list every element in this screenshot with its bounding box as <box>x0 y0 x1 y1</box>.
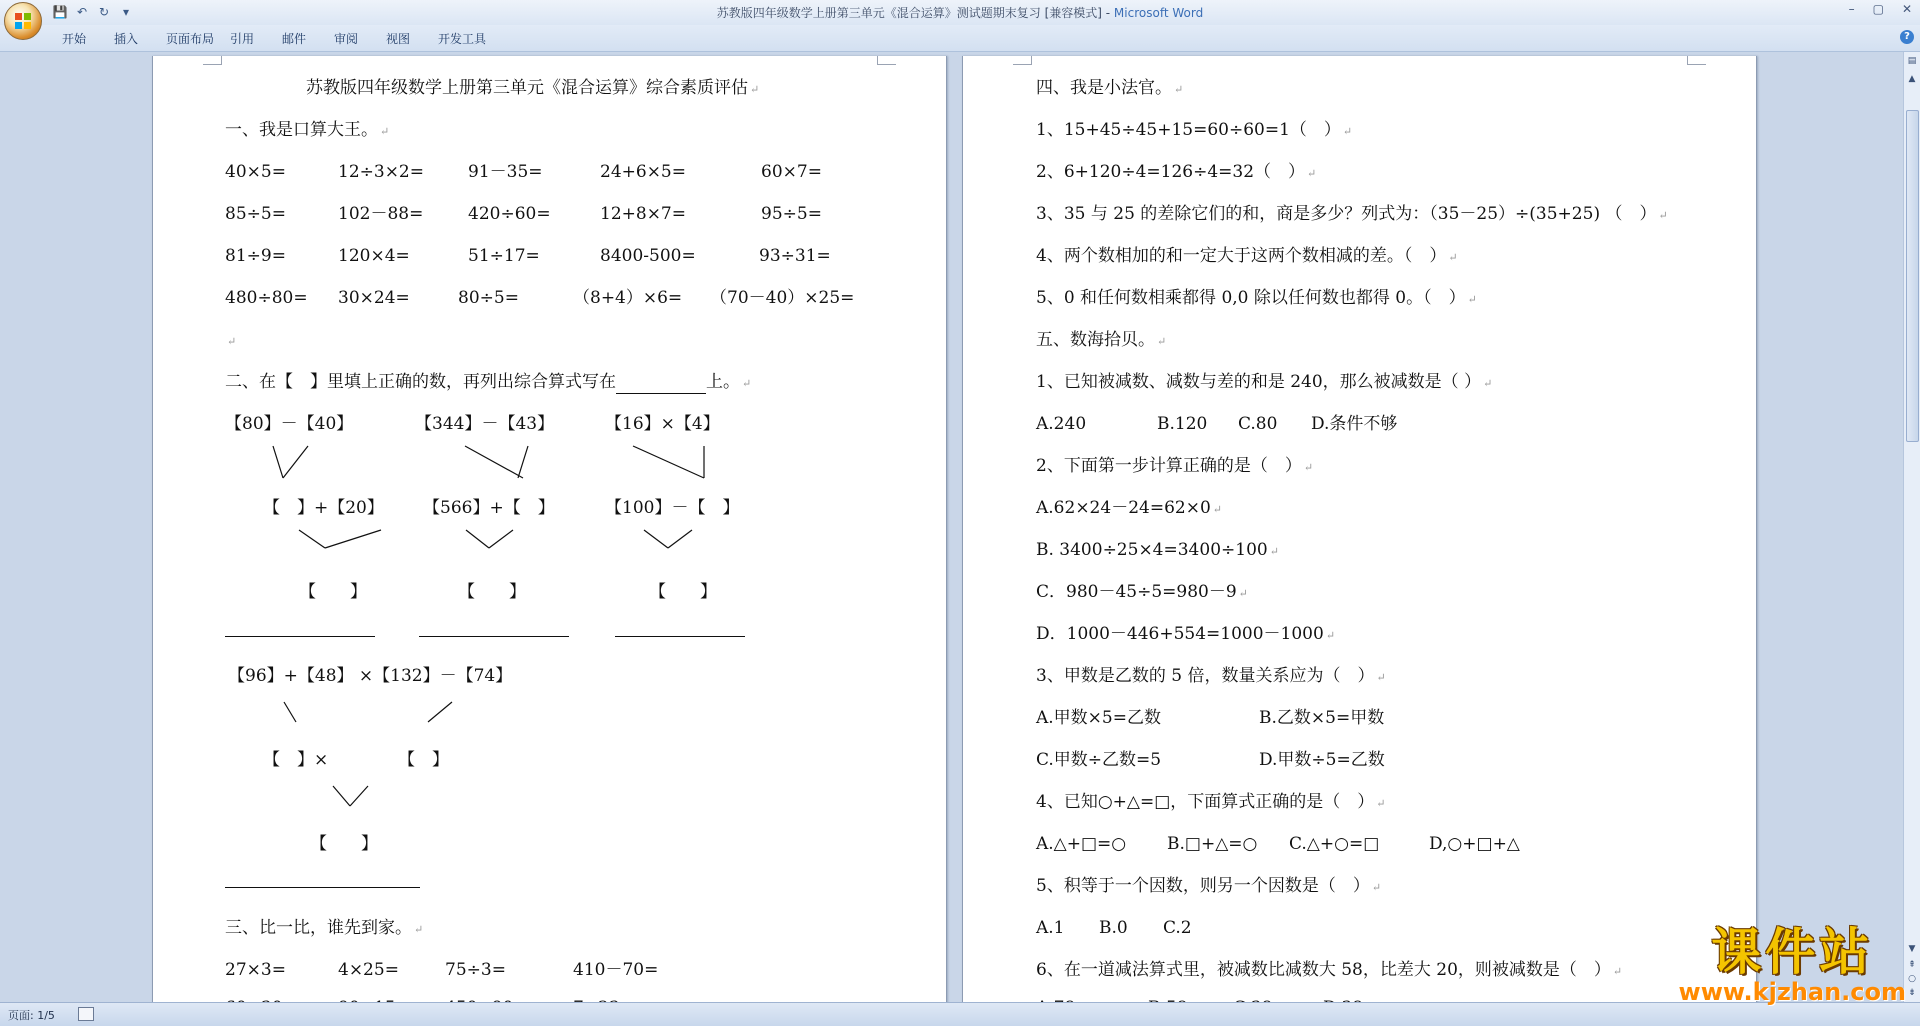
option: B.0 <box>1099 918 1128 938</box>
section-4-heading: 四、我是小法官。 ↵ <box>1036 78 1184 98</box>
option: B. 3400÷25×4=3400÷100 ↵ <box>1036 540 1279 560</box>
oral-item: 12+8×7= <box>600 204 686 224</box>
option: C.△+○=□ <box>1289 834 1380 854</box>
compare-item: 75÷3= <box>445 960 506 980</box>
tree-branch <box>489 530 513 548</box>
oral-item: 480÷80= <box>225 288 308 308</box>
watermark-url: www.kjzhan.com <box>1678 978 1906 1006</box>
previous-page-icon[interactable]: ⇞ <box>1908 960 1916 970</box>
calculation-tree-lines <box>153 56 946 1016</box>
judge-item: 1、15+45÷45+15=60÷60=1（ ） ↵ <box>1036 120 1353 140</box>
tree-branch <box>465 446 523 478</box>
tree-branch <box>350 786 368 806</box>
page-2[interactable] <box>962 56 1757 1016</box>
option: A.甲数×5=乙数 <box>1036 708 1161 728</box>
tree-node: 【 】× <box>263 750 329 770</box>
tree-node: 【 】+【20】 <box>263 498 384 518</box>
judge-item: 2、6+120÷4=126÷4=32（ ） ↵ <box>1036 162 1317 182</box>
oral-item: 85÷5= <box>225 204 286 224</box>
oral-item: 93÷31= <box>759 246 831 266</box>
save-icon[interactable]: 💾 <box>52 5 68 19</box>
option: D,○+□+△ <box>1429 834 1520 854</box>
tab-mailings[interactable]: 邮件 <box>282 32 307 46</box>
tab-home[interactable]: 开始 <box>62 32 87 46</box>
section-1-heading: 一、我是口算大王。 ↵ <box>225 120 390 140</box>
option: B.120 <box>1157 414 1208 434</box>
window-controls <box>1849 2 1912 16</box>
oral-item: 8400-500= <box>600 246 696 266</box>
question: 5、积等于一个因数，则另一个因数是（ ） ↵ <box>1036 876 1382 896</box>
window-title: 苏教版四年级数学上册第三单元《混合运算》测试题期末复习 [兼容模式] - Microsoft Word <box>716 6 1204 20</box>
tree-branch <box>299 530 325 548</box>
tree-node: 【566】+【 】 <box>423 498 555 518</box>
oral-item: 95÷5= <box>761 204 822 224</box>
tree-branch <box>284 702 296 722</box>
compare-item: 27×3= <box>225 960 286 980</box>
tree-node: 【80】－【40】 <box>225 414 354 434</box>
macro-record-icon[interactable] <box>78 1007 94 1021</box>
oral-item: 12÷3×2= <box>338 162 424 182</box>
title-bar <box>0 0 1920 26</box>
tree-node: 【344】－【43】 <box>415 414 555 434</box>
app-name: Microsoft Word <box>1113 6 1204 20</box>
tab-developer[interactable]: 开发工具 <box>438 32 487 46</box>
tree-node: 【100】－【 】 <box>605 498 740 518</box>
watermark-text: 课件站 <box>1711 923 1874 981</box>
tab-insert[interactable]: 插入 <box>114 32 139 46</box>
margin-mark <box>1687 56 1706 65</box>
tree-branch <box>466 530 489 548</box>
tree-branch <box>428 702 452 722</box>
status-bar <box>0 1002 1920 1026</box>
oral-item: 40×5= <box>225 162 286 182</box>
tab-review[interactable]: 审阅 <box>334 32 359 46</box>
tree-branch <box>644 530 668 548</box>
maximize-button[interactable]: ▢ <box>1872 2 1884 16</box>
tree-node: 【 】 <box>398 750 449 770</box>
oral-item: 81÷9= <box>225 246 286 266</box>
office-button[interactable] <box>4 2 42 40</box>
compare-item: 4×25= <box>338 960 399 980</box>
redo-icon[interactable]: ↻ <box>98 5 110 19</box>
next-page-icon[interactable]: ⇟ <box>1908 988 1916 998</box>
page-indicator[interactable]: 页面: 1/5 <box>8 1009 55 1022</box>
option: C.80 <box>1238 414 1278 434</box>
tree-branch <box>283 446 308 478</box>
option: B.□+△=○ <box>1167 834 1258 854</box>
section-5-heading: 五、数海拾贝。 ↵ <box>1036 330 1167 350</box>
question: 6、在一道减法算式里，被减数比减数大 58，比差大 20，则被减数是（ ） ↵ <box>1036 960 1623 980</box>
oral-item: 30×24= <box>338 288 410 308</box>
oral-item: 91－35= <box>468 162 543 182</box>
tab-references[interactable]: 引用 <box>230 32 255 46</box>
oral-item: 60×7= <box>761 162 822 182</box>
tree-branch <box>633 446 704 478</box>
margin-mark <box>1013 56 1032 65</box>
option: C．980－45÷5=980－9 ↵ <box>1036 582 1248 602</box>
office-logo-icon <box>14 12 32 30</box>
option: A.240 <box>1036 414 1087 434</box>
section-3-heading: 三、比一比，谁先到家。 ↵ <box>225 918 424 938</box>
oral-item: 24+6×5= <box>600 162 686 182</box>
document-title: 苏教版四年级数学上册第三单元《混合运算》综合素质评估 ↵ <box>306 78 760 98</box>
judge-item: 3、35 与 25 的差除它们的和，商是多少？列式为：（35－25）÷(35+25) （ ） ↵ <box>1036 204 1668 224</box>
tree-node: 【 】 <box>310 834 378 854</box>
close-button[interactable]: ✕ <box>1901 2 1912 16</box>
tree-branch <box>273 446 283 478</box>
oral-item: 120×4= <box>338 246 410 266</box>
question: 2、下面第一步计算正确的是（ ） ↵ <box>1036 456 1314 476</box>
tab-view[interactable]: 视图 <box>386 32 411 46</box>
scroll-down-icon[interactable]: ▼ <box>1908 944 1916 954</box>
option: A.1 <box>1036 918 1065 938</box>
option: B.乙数×5=甲数 <box>1259 708 1385 728</box>
question: 4、已知○+△=□，下面算式正确的是（ ） ↵ <box>1036 792 1386 812</box>
tree-node: 【 】 <box>299 582 367 602</box>
question: 3、甲数是乙数的 5 倍，数量关系应为（ ） ↵ <box>1036 666 1386 686</box>
tree-branch <box>518 446 528 478</box>
ribbon-tabs <box>62 30 502 47</box>
option: A.62×24－24=62×0 ↵ <box>1036 498 1222 518</box>
tree-branch <box>333 786 350 806</box>
tree-node: 【96】+【48】 ×【132】－【74】 <box>228 666 513 686</box>
scroll-thumb[interactable] <box>1906 110 1919 442</box>
tree-branch <box>668 530 692 548</box>
tree-branch <box>325 530 381 548</box>
browse-object-icon[interactable]: ○ <box>1908 974 1916 984</box>
judge-item: 5、0 和任何数相乘都得 0,0 除以任何数也都得 0。（ ） ↵ <box>1036 288 1477 308</box>
undo-icon[interactable]: ↶ <box>76 5 88 19</box>
option: C.甲数÷乙数=5 <box>1036 750 1162 770</box>
page-1[interactable] <box>152 56 947 1016</box>
option: D.条件不够 <box>1311 414 1398 434</box>
question: 1、已知被减数、减数与差的和是 240，那么被减数是（ ） ↵ <box>1036 372 1493 392</box>
oral-item: （70－40）×25= <box>710 288 855 308</box>
option: D．1000－446+554=1000－1000 ↵ <box>1036 624 1336 644</box>
tab-page-layout[interactable]: 页面布局 <box>166 32 215 46</box>
option: D.甲数÷5=乙数 <box>1259 750 1385 770</box>
oral-item: 80÷5= <box>458 288 519 308</box>
section-2-heading: 二、在【 】里填上正确的数，再列出综合算式写在 上。 ↵ <box>225 372 752 392</box>
oral-item: 51÷17= <box>468 246 540 266</box>
oral-item: 420÷60= <box>468 204 551 224</box>
vertical-scrollbar[interactable] <box>1903 52 1920 1002</box>
compare-item: 410－70= <box>573 960 659 980</box>
tree-node: 【 】 <box>649 582 717 602</box>
oral-item: 102－88= <box>338 204 424 224</box>
minimize-button[interactable]: – <box>1848 2 1855 16</box>
option: A.△+□=○ <box>1036 834 1127 854</box>
document-workspace[interactable] <box>0 52 1904 1002</box>
option: C.2 <box>1163 918 1192 938</box>
site-watermark <box>1679 925 1906 1005</box>
scroll-up-icon[interactable]: ▲ <box>1908 74 1916 84</box>
empty-paragraph: ↵ <box>227 335 237 348</box>
tree-node: 【16】×【4】 <box>605 414 720 434</box>
customize-qat-icon[interactable]: ▾ <box>122 5 130 19</box>
tree-node: 【 】 <box>458 582 526 602</box>
help-icon[interactable]: ? <box>1900 30 1914 44</box>
ruler-toggle-icon[interactable]: ▤ <box>1907 56 1917 66</box>
judge-item: 4、两个数相加的和一定大于这两个数相减的差。（ ） ↵ <box>1036 246 1458 266</box>
oral-item: （8+4）×6= <box>573 288 683 308</box>
ribbon <box>0 25 1920 52</box>
